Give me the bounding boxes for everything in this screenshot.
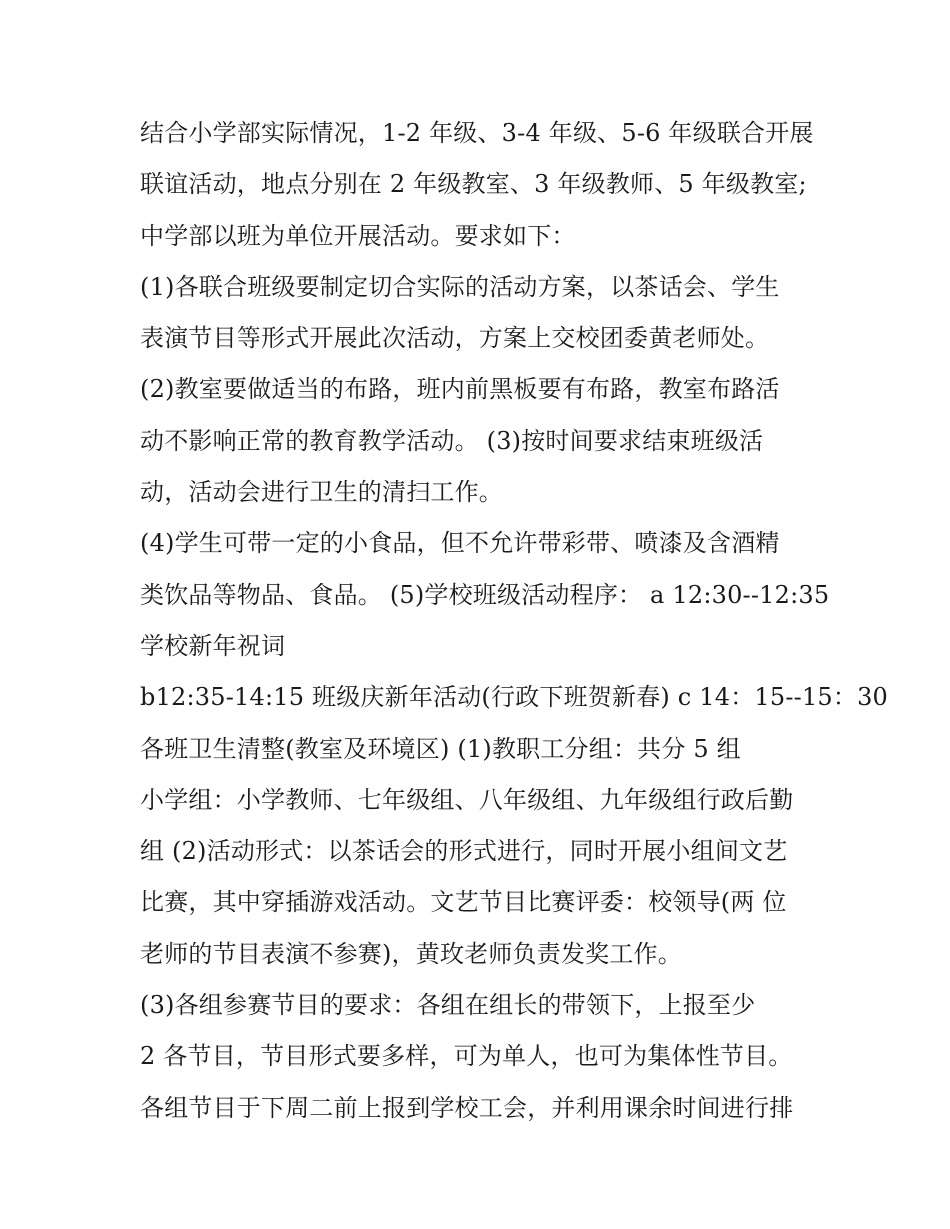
text-line: (4)学生可带一定的小食品，但不允许带彩带、喷漆及含酒精 (140, 529, 780, 558)
text-line: 中学部以班为单位开展活动。要求如下： (140, 221, 576, 250)
text-line: 老师的节目表演不参赛)，黄玫老师负责发奖工作。 (140, 939, 682, 968)
text-line: 小学组：小学教师、七年级组、八年级组、九年级组行政后勤 (140, 785, 794, 814)
text-line: 各班卫生清整(教室及环境区) (1)教职工分组：共分 5 组 (140, 734, 741, 763)
text-line: (2)教室要做适当的布路，班内前黑板要有布路，教室布路活 (140, 375, 780, 404)
text-line: (1)各联合班级要制定切合实际的活动方案，以茶话会、学生 (140, 272, 780, 301)
text-line: 动，活动会进行卫生的清扫工作。 (140, 478, 503, 507)
text-line: 2 各节目，节目形式要多样，可为单人，也可为集体性节目。 (140, 1042, 793, 1071)
text-line: b12:35-14:15 班级庆新年活动(行政下班贺新春) c 14：15--15：30 (140, 683, 889, 712)
text-line: 学校新年祝词 (140, 631, 286, 660)
text-line: (3)各组参赛节目的要求：各组在组长的带领下，上报至少 (140, 991, 756, 1020)
text-line: 类饮品等物品、食品。 (5)学校班级活动程序： a 12:30--12:35 (140, 580, 830, 609)
text-line: 结合小学部实际情况，1-2 年级、3-4 年级、5-6 年级联合开展 (140, 119, 814, 147)
text-line: 动不影响正常的教育教学活动。 (3)按时间要求结束班级活 (140, 426, 764, 455)
text-line: 表演节目等形式开展此次活动，方案上交校团委黄老师处。 (140, 324, 770, 353)
text-line: 各组节目于下周二前上报到学校工会，并利用课余时间进行排 (140, 1093, 794, 1122)
document-body (140, 108, 889, 1134)
text-line: 比赛，其中穿插游戏活动。文艺节目比赛评委：校领导(两 位 (140, 888, 787, 917)
text-line: 组 (2)活动形式：以茶话会的形式进行，同时开展小组间文艺 (140, 837, 788, 866)
text-line: 联谊活动，地点分别在 2 年级教室、3 年级教师、5 年级教室; (140, 170, 807, 199)
